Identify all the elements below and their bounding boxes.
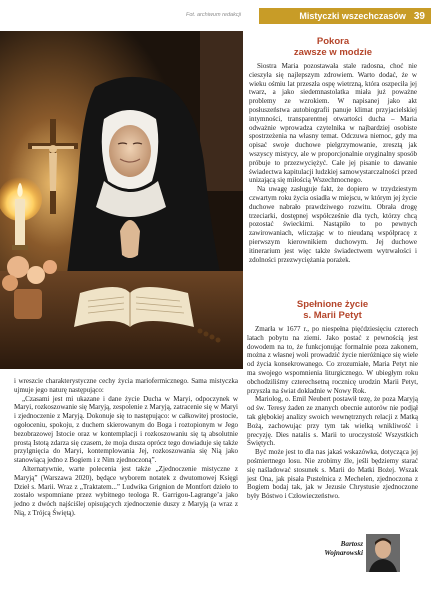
paragraph: Alternatywnie, warte polecenia jest także „Zjednoczenie mistyczne z Maryją” (Warszawa 2020), będące wyborem notatek z dwutomowej Księgi Dzieł s. Marii. Wraz z „Traktatem...” Ludwika Grignion de Montfort dzieło to zostało wspomniane przez wybitnego teologa R. Garrigou-Lagrange’a jako jedno z dwóch najściślej opisujących zjednoczenie duszy z Maryją (a wraz z Nią, z Trójcą Świętą). (14, 464, 238, 517)
article-spelnione-zycie (247, 300, 418, 501)
page-number: 39 (413, 10, 425, 22)
paragraph: Zmarła w 1677 r., po niespełna pięćdziesięciu czterech latach pobytu na ziemi. Jako postać z pewnością jest dowodem na to, że funkcjonując formalnie poza zakonem, można z własnej woli prowadzić życie nieróżniące się wiele od życia konsekrowanego. Co zrozumiałe, Maria Petyt nie ma swojego wspomnienia liturgicznego. W ubiegłym roku obchodziliśmy czterechsetną rocznicę urodzin Marii Petyt, przyszła na świat dokładnie w Nowy Rok. (247, 325, 418, 395)
section-header (259, 8, 431, 24)
article-spelnione-zycie-title: Spełnione życie s. Marii Petyt (296, 299, 369, 321)
article-pokora-title: Pokora zawsze w modzie (293, 36, 373, 58)
article-pokora (249, 37, 417, 264)
paragraph: i wreszcie charakterystyczne cechy życia mariofermicznego. Sama mistyczka ujmuje jego naturę następująco: (14, 377, 238, 394)
author-photo (366, 534, 400, 572)
quote-paragraph: „Czasami jest mi ukazane i dane życie Ducha w Maryi, odpoczynek w Maryi, rozkoszowanie się Maryją, zespolenie z Maryją, zatracenie się w Maryi i zjednoczenie z Maryją. Dokonuje się to następująco: w całkowitej prostocie, ogołoceniu, spokoju, z duchem skierowanym do Boga i roztopionym w Jego bezobrazowej Istocie oraz w kontemplacji i rozkoszowaniu się tą absolutnie prostą Istotą zdarza się czasem, że moja dusza oprócz tego dowiaduje się także przylgnięcia do Maryi, kontemplowania Jej, rozkoszowania się Nią jako stanowiącą jedno z Bogiem i z Nim zjednoczoną”. (14, 394, 238, 465)
photo-credit: Fot. archiwum redakcji (186, 12, 242, 18)
paragraph: Siostra Maria pozostawała stale radosna, choć nie cieszyła się najlepszym zdrowiem. Warto dodać, że w wieku ośmiu lat przeszła ospę wietrzną, która oszpeciła jej twarz, a jako siedemnastolatka miała już poważne problemy ze wzrokiem. W napisanej jako akt posłuszeństwa autobiografii panuje klimat przyjacielskiej intymności, transparentnej otwartości ducha – Maria odważnie wprowadza czytelnika w najbardziej osobiste spostrzeżenia na własny temat. Odczuwa niemoc, gdy ma opisać swoje duchowe pielgrzymowanie, zresztą jak wszyscy mistycy, ale w proporcjonalnie oryginalny sposób próbuje to przezwyciężyć. Całe jej pisanie to dawanie świadectwa kapitulacji ludzkiej samowystarczalności przed unizającą się miłością Wszechmocnego. (249, 62, 417, 185)
author-name: Bartosz Wojnarowski (324, 540, 363, 557)
paragraph: Mariolog, o. Emil Neubert postawił tezę, że poza Maryją od św. Teresy żaden ze znanych obecnie autorów nie podjął tak głębokiej analizy swoich wewnętrznych relacji z Matką Bożą, zachowując przy tym tak wielką wnikliwość i precyzję. Dies natalis s. Marii to uroczystość Wszystkich Świętych. (247, 395, 418, 448)
open-book-icon (74, 287, 194, 327)
paragraph: Być może jest to dla nas jakaś wskazówka, dotycząca jej pośmiertnego losu. Nie zrobimy źle, jeśli będziemy starać się naśladować stosunek s. Marii do Matki Bożej. Wszak jest Ona, jak pisała Pustelnica z Mechelen, zjednoczona z Bogiem bodaj tak, jak w Jezusie Chrystusie zjednoczone były Bóstwo i Człowieczeństwo. (247, 448, 418, 501)
left-column (14, 377, 238, 518)
section-title: Mistyczki wszechczasów (299, 11, 406, 21)
nun-praying-illustration (0, 31, 243, 369)
paragraph: Na uwagę zasługuje fakt, że dopiero w trzydziestym czwartym roku życia osiadła w miejscu, w którym jej życie duchowe nabrało prawdziwego rozwitu. Obrała drogę trzeciarki, dostępnej współcześnie dla tych, którzy chcą pozostać świeckimi. Nastąpiło to po pewnych zawirowaniach, wliczając w to nieudaną współpracę z pierwszym kierownikiem duchowym. Jej duchowe itinerarium jest więc także świadectwem wytrwałości i zdolności przezwyciężania porażek. (249, 185, 417, 264)
